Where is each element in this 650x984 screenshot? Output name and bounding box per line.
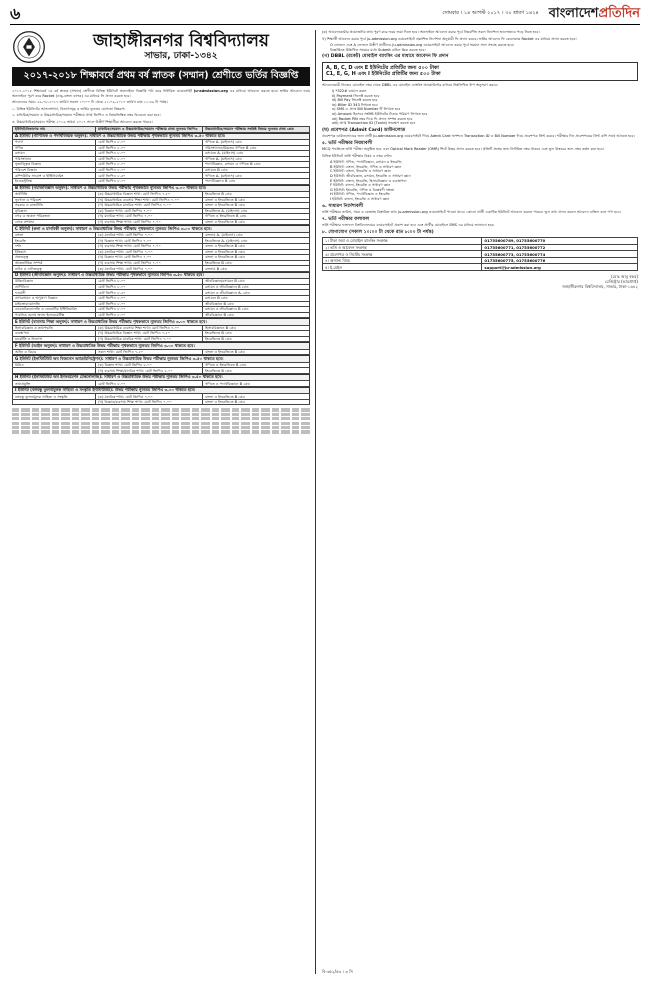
- gpa-cell: (ক) বিজ্ঞান শাখা: মোট জিপিএ ৮.০০: [96, 362, 203, 368]
- contact-heading: ৮. যোগাযোগ (সকাল ১০:০০ টা থেকে রাত ৮:০০ টা পর্যন্ত): [322, 229, 434, 235]
- left-column: [12, 30, 310, 978]
- gpa-cell: মোট জিপিএ ৮.০০: [96, 301, 203, 307]
- grade-cell: গণিতে ও ইংরেজিতে B গ্রেড: [203, 214, 310, 220]
- dept-cell: বায়োটেকনোলজি ও জেনেটিক ইঞ্জিনিয়ারিং: [13, 307, 96, 313]
- grade-cell: বাংলা ও ইংরেজিতে B গ্রেড: [203, 249, 310, 255]
- subjects-heading: বিভিন্ন ইউনিটে ভর্তি পরীক্ষার বিষয় ও নম্বর বণ্টন:: [322, 153, 393, 158]
- dept-cell: পাবলিক হেলথ অ্যান্ড ইনফরমেটিক্স: [13, 312, 96, 318]
- general-heading: ৬. সাধারণ নির্দেশাবলী: [322, 203, 364, 209]
- dept-cell: উদ্ভিদবিজ্ঞান: [13, 279, 96, 285]
- grade-cell: জীববিজ্ঞানে B গ্রেড: [203, 301, 310, 307]
- dept-cell: ইতিহাস: [13, 249, 96, 255]
- paragraph-1: ১. বিভিন্ন ইউনিটের আসনসংখ্যা, বিভাগসমূহ ও ভর্তির ন্যূনতম যোগ্যতা নিম্নরূপ:: [12, 106, 126, 111]
- gpa-cell: মোট জিপিএ ৮.০০: [96, 307, 203, 313]
- intro-paragraph: [12, 89, 310, 98]
- signatory-name: (মোঃ আবু বকর): [611, 274, 638, 280]
- dept-cell: বঙ্গবন্ধু তুলনামূলক সাহিত্য ও সংস্কৃতি: [13, 394, 96, 400]
- dept-cell: পদার্থ: [13, 139, 96, 145]
- dept-cell: তথ্যপ্রযুক্তি: [13, 381, 96, 387]
- dept-cell: পরিবেশ বিজ্ঞান: [13, 167, 96, 173]
- gpa-cell: (গ) ব্যবসায় শিক্ষা শাখা: মোট জিপিএ ৭.০০: [96, 260, 203, 266]
- dept-cell: [13, 399, 96, 405]
- gpa-cell: মোট জিপিএ ৮.০০: [96, 296, 203, 302]
- unit-heading: D ইউনিট (জীববিজ্ঞান অনুষদ): সাধারণ ও উচ্চমাধ্যমিক উভয় পরীক্ষায় পৃথকভাবে ন্যূনতম জিপিএ ৩.৫০ থাকতে হবে।: [12, 272, 310, 278]
- unit-table: [12, 349, 310, 356]
- bullet-list: [322, 43, 638, 52]
- table-row: [13, 381, 310, 387]
- signature-block: [322, 274, 638, 289]
- grade-cell: গণিতে A- (মাইনাস) গ্রেড: [203, 156, 310, 162]
- dept-cell: কম্পিউটার সায়েন্স ও ইঞ্জিনিয়ারিং: [13, 173, 96, 179]
- list-item: v) SMS-এ প্রাপ্ত Bill Number টি লিখতে হবে: [332, 107, 401, 112]
- dept-cell: ইংরেজি: [13, 238, 96, 244]
- dept-cell: আন্তর্জাতিক সম্পর্ক: [13, 260, 96, 266]
- dept-cell: ভূতাত্ত্বিক বিজ্ঞান: [13, 162, 96, 168]
- grade-cell: পদার্থবিজ্ঞানে B গ্রেড: [203, 179, 310, 185]
- notice-title: ২০১৭-২০১৮ শিক্ষাবর্ষে প্রথম বর্ষ স্নাতক (সম্মান) শ্রেণীতে ভর্তির বিজ্ঞপ্তি: [12, 67, 310, 86]
- gpa-cell: (গ) ব্যবসায় শিক্ষা শাখা: মোট জিপিএ ৭.০০: [96, 219, 203, 225]
- contact-value: 01755600775, 01755600776: [482, 257, 638, 264]
- dept-cell: লোক প্রশাসন: [13, 219, 96, 225]
- grade-cell: বাংলা ও ইংরেজিতে B গ্রেড: [203, 349, 310, 355]
- column-divider: [315, 30, 316, 974]
- gpa-cell: (ক) উচ্চমাধ্যমিক বিজ্ঞান শাখা: মোট জিপিএ ৭.৫০: [96, 191, 203, 197]
- list-item: vi) Amount হিসেবে সংশ্লিষ্ট ইউনিটের টাকার পরিমাণ লিখতে হবে: [332, 111, 428, 116]
- grade-cell: গণিতে A- (মাইনাস) গ্রেড: [203, 139, 310, 145]
- grade-cell: গণিতে ও ইংরেজিতে B গ্রেড: [203, 362, 310, 368]
- gpa-cell: মোট জিপিএ ৮.০০: [96, 312, 203, 318]
- page-number: ৬: [10, 3, 21, 23]
- gpa-cell: মোট জিপিএ ৮.০০: [96, 162, 203, 168]
- dept-cell: প্রত্নতত্ত্ব: [13, 255, 96, 261]
- dept-cell: মার্কেটিং ও ফিন্যান্স: [13, 336, 96, 342]
- gpa-cell: সকল শাখা: মোট জিপিএ ৭.৫০: [96, 349, 203, 355]
- gpa-cell: (খ) উচ্চমাধ্যমিক ব্যবসায় শিক্ষা শাখা: মোট জিপিএ ৭.০০: [96, 197, 203, 203]
- gpa-cell: (গ) উচ্চমাধ্যমিক মানবিক শাখা: মোট জিপিএ ৭.০০: [96, 203, 203, 209]
- dept-cell: বিবিএ: [13, 362, 96, 368]
- contacts-table: [322, 237, 638, 271]
- steps-intro: আবেদনকারী নিজের মোবাইল নম্বর থেকে DBBL এর মোবাইল ব্যাংকিং অ্যাকাউন্টের মাধ্যমে নিম্নলিখিত ধাপ অনুসরণ করবে:: [322, 82, 499, 87]
- dept-cell: সরকার ও রাজনীতি: [13, 203, 96, 209]
- grade-cell: গণিতে ও পদার্থবিজ্ঞানে B গ্রেড: [203, 381, 310, 387]
- unit-fee-1: A, B, C, D এবং E ইউনিটের প্রতিটির জন্য ৫০০ টাকা: [326, 64, 439, 71]
- notice-header: [12, 30, 310, 64]
- right-paragraph-2: খ) শিক্ষার্থী আবেদন করার পূর্বে ju-admission.org ওয়েবসাইটে প্রকাশিত নির্দেশনা অনুযায়ী ফি প্রদান করবে। ভর্তির আবেদন ফি কেবলমাত্র Rocket এর মাধ্যমে প্রদান করতে হবে।: [322, 36, 577, 41]
- unit-table: [12, 362, 310, 374]
- contact-label: ২। ভর্তি ও আবেদন সংক্রান্ত: [323, 244, 482, 251]
- gpa-cell: (ক) মানবিক শাখা: মোট জিপিএ ৭.০০: [96, 394, 203, 400]
- contact-label: ৩। প্রবেশপত্র ও সিস্টেম সংক্রান্ত: [323, 251, 482, 258]
- dept-cell: ভূগোল ও পরিবেশ: [13, 197, 96, 203]
- list-item: ii) Payment সিলেক্ট করতে হবে: [332, 93, 380, 98]
- dept-cell: নাটক ও নাট্যতত্ত্ব: [13, 266, 96, 272]
- dept-cell: পরিসংখ্যান: [13, 156, 96, 162]
- gpa-cell: (খ) বিজ্ঞান শাখা: মোট জিপিএ ৭.০০: [96, 255, 203, 261]
- payment-steps-list: [322, 89, 638, 126]
- unit-heading: H ইউনিট (ইনস্টিটিউট অব ইনফরমেশন টেকনোলজি): সাধারণ ও উচ্চমাধ্যমিক উভয় পরীক্ষায় ন্যূনতম জিপিএ ৩.৫০ থাকতে হবে।: [12, 374, 310, 380]
- intro-text: ২০১৭-২০১৮ শিক্ষাবর্ষে ১ম বর্ষ স্নাতক (সম্মান) শ্রেণীতে বিভিন্ন ইউনিটে অনলাইনে বিজ্ঞপ্তি পাঠ করে নির্ধারিত ওয়েবসাইট: [12, 89, 193, 93]
- gpa-cell: (খ) বিজ্ঞান শাখা: মোট জিপিএ ৭.০০: [96, 238, 203, 244]
- remaining-notice-text: [12, 408, 310, 433]
- table-row: [13, 219, 310, 225]
- grade-cell: ইংরেজিতে B গ্রেড: [203, 331, 310, 337]
- intro-text-2: এর মাধ্যমে আবেদন করতে হবে। ভর্তির আবেদন ফরম অনলাইনে পূরণ করে Rocket (ডাচ্‌-বাংলা ব্যাংক) এর মাধ্যমে ফি প্রদান করতে হবে।: [12, 89, 310, 98]
- grade-cell: বাংলা ও ইংরেজিতে B গ্রেড: [203, 244, 310, 250]
- unit-table: [12, 380, 310, 387]
- requirements-table-header: [12, 126, 310, 133]
- grade-cell: বাংলা ও ইংরেজিতে B গ্রেড: [203, 399, 310, 405]
- unit-heading: C ইউনিট (কলা ও মানবিকী অনুষদ): সাধারণ ও উচ্চমাধ্যমিক উভয় পরীক্ষায় পৃথকভাবে ন্যূনতম জিপিএ ৩.০০ থাকতে হবে।: [12, 225, 310, 231]
- gpa-cell: (ক) মানবিক শাখা: মোট জিপিএ ৭.০০: [96, 232, 203, 238]
- gpa-cell: মোট জিপিএ ৮.৫০: [96, 290, 203, 296]
- unit-fee-2: C1, E, G, H এবং I ইউনিটের প্রতিটির জন্য ৫০০ টাকা: [326, 71, 441, 78]
- masthead-date: সোমবার । ১৪ আগস্ট ২০১৭ । ৩০ শ্রাবণ ১৪২৪: [442, 10, 539, 16]
- list-item: • B ইউনিট: বাংলা, ইংরেজি, গণিত ও সাধারণ জ্ঞান: [330, 165, 638, 170]
- dept-cell: অর্থনীতি: [13, 191, 96, 197]
- gpa-cell: (ক) উচ্চমাধ্যমিক ব্যবসায় শিক্ষা শাখা: মোট জিপিএ ৭.০০: [96, 325, 203, 331]
- grade-cell: বাংলা ও ইংরেজিতে B গ্রেড: [203, 255, 310, 261]
- university-logo-icon: [12, 30, 46, 64]
- newspaper-name-part-2: প্রতিদিন: [598, 5, 640, 21]
- dept-cell: ফার্মেসী: [13, 290, 96, 296]
- dept-cell: নৃবিজ্ঞান: [13, 208, 96, 214]
- grade-cell: বাংলা ও ইংরেজিতে B গ্রেড: [203, 394, 310, 400]
- header-gpa: মাধ্যমিক/সমমান ও উচ্চমাধ্যমিক/সমমান পরীক্ষায় প্রাপ্ত ন্যূনতম জিপিএ: [96, 127, 203, 133]
- grade-cell: গণিতে A- (মাইনাস) গ্রেড: [203, 173, 310, 179]
- gpa-cell: মোট জিপিএ ৮.০০: [96, 179, 203, 185]
- signatory-title: রেজিস্ট্রার (ভারপ্রাপ্ত): [604, 279, 638, 285]
- grade-cell: ইংরেজিতে B গ্রেড: [203, 191, 310, 197]
- university-address: সাভার, ঢাকা-১৩৪২: [144, 51, 218, 61]
- list-item: • D ইউনিট: জীববিজ্ঞান, রসায়ন, ইংরেজি ও সাধারণ জ্ঞান: [330, 174, 638, 179]
- table-row: [13, 312, 310, 318]
- dept-cell: মাইক্রোবায়োলজি: [13, 301, 96, 307]
- unit-table: [12, 232, 310, 272]
- gpa-cell: (ক) মানবিক শাখা: মোট জিপিএ ৭.০০: [96, 266, 203, 272]
- result-heading: ৭. ভর্তি পরীক্ষার ফলাফল: [322, 216, 370, 222]
- unit-table: [12, 191, 310, 225]
- gpa-cell: মোট জিপিএ ৮.০০: [96, 381, 203, 387]
- grade-cell: রসায়নে A- (মাইনাস) গ্রেড: [203, 151, 310, 157]
- unit-heading: G ইউনিট (ইনস্টিটিউট অব বিজনেস অ্যাডমিনিস্ট্রেশন): সাধারণ ও উচ্চমাধ্যমিক উভয় পরীক্ষায় ন্যূনতম জিপিএ ৩.৫০ থাকতে হবে।: [12, 355, 310, 361]
- table-row: [323, 251, 638, 258]
- grade-cell: হিসাববিজ্ঞানে B গ্রেড: [203, 325, 310, 331]
- gpa-cell: (ক) মানবিক শাখা: মোট জিপিএ ৭.০০: [96, 249, 203, 255]
- dept-cell: রসায়ন: [13, 151, 96, 157]
- grade-cell: বাংলায় A- (মাইনাস) গ্রেড: [203, 232, 310, 238]
- gpa-cell: (খ) ব্যবসায় শিক্ষা/মানবিক শাখা: মোট জিপিএ ৮.০০: [96, 368, 203, 374]
- grade-cell: পরিসংখ্যানে/উচ্চতর গণিতে B গ্রেড: [203, 145, 310, 151]
- unit-table: [12, 325, 310, 343]
- list-item: • G ইউনিট: ইংরেজি, গণিত ও বিশ্লেষণী দক্ষতা: [330, 188, 638, 193]
- gpa-cell: (খ) উচ্চমাধ্যমিক বিজ্ঞান শাখা: মোট জিপিএ ৭.৫০: [96, 331, 203, 337]
- grade-cell: রসায়ন ও জীববিজ্ঞানে B গ্রেড: [203, 307, 310, 313]
- dept-cell: হিসাববিজ্ঞান ও তথ্যপদ্ধতি: [13, 325, 96, 331]
- grade-cell: জীববিজ্ঞানে B গ্রেড: [203, 312, 310, 318]
- list-item: • A ইউনিট: গণিত, পদার্থবিজ্ঞান, রসায়ন ও ইংরেজি: [330, 160, 638, 165]
- unit-table: [12, 393, 310, 405]
- list-item: • C ইউনিট: বাংলা, ইংরেজি ও সাধারণ জ্ঞান: [330, 169, 638, 174]
- gpa-cell: মোট জিপিএ ৮.০০: [96, 284, 203, 290]
- table-row: [13, 349, 310, 355]
- website-link[interactable]: ju-admission.org: [194, 89, 228, 93]
- gpa-cell: মোট জিপিএ ৮.০০: [96, 151, 203, 157]
- gpa-cell: (গ) উচ্চমাধ্যমিক মানবিক শাখা: মোট জিপিএ ৭.০০: [96, 336, 203, 342]
- list-item: vii) Rocket PIN নম্বর দিয়ে ফি প্রদান সম্পন্ন করতে হবে: [332, 116, 413, 121]
- unit-heading: F ইউনিট (আইন অনুষদ): সাধারণ ও উচ্চমাধ্যমিক উভয় পরীক্ষায় পৃথকভাবে ন্যূনতম জিপিএ ৩.০০ থাকতে হবে।: [12, 342, 310, 348]
- table-row: [323, 244, 638, 251]
- unit-heading: E ইউনিট (ব্যবসায় শিক্ষা অনুষদ): সাধারণ ও উচ্চমাধ্যমিক উভয় পরীক্ষায় পৃথকভাবে ন্যূনতম জিপিএ ৩.০০ থাকতে হবে।: [12, 318, 310, 324]
- gpa-cell: মোট জিপিএ ৮.৫০: [96, 173, 203, 179]
- newspaper-name: [549, 4, 640, 25]
- table-row: [13, 399, 310, 405]
- gpa-cell: মোট জিপিএ ৮.০০: [96, 156, 203, 162]
- contact-value: 01755600769, 01755600770: [482, 238, 638, 245]
- exam-rules-text: MCQ পদ্ধতিতে ভর্তি পরীক্ষা অনুষ্ঠিত হবে এবং Optical Mark Reader (OMR) শিটে উত্তর প্রদান করতে হবে। প্রতিটি প্রশ্নের জন্য নির্ধারিত নম্বর থাকবে এবং ভুল উত্তরের জন্য নম্বর কর্তন করা হবে।: [322, 147, 604, 152]
- list-item: • I ইউনিট: বাংলা, ইংরেজি ও সাধারণ জ্ঞান: [330, 197, 638, 202]
- grade-cell: বাংলা ও ইংরেজিতে B গ্রেড: [203, 219, 310, 225]
- dept-cell: বাংলা: [13, 232, 96, 238]
- result-text: ভর্তি পরীক্ষার ফলাফল বিশ্ববিদ্যালয়ের ওয়েবসাইটে প্রকাশ করা হবে এবং প্রার্থীর মোবাইলে SMS এর মাধ্যমে জানানো হবে।: [322, 223, 495, 228]
- dept-cell: প্রাণিবিদ্যা: [13, 284, 96, 290]
- table-row: [13, 336, 310, 342]
- grade-cell: রসায়ন ও জীববিজ্ঞানে A- গ্রেড: [203, 290, 310, 296]
- right-paragraph-1: (ক) আবেদনকারীর প্রয়োজনীয় তথ্য পূরণ করে ফরম জমা দিতে হবে। অনলাইনে আবেদন করার পূর্বে নিম্নবর্ণিত সকল নির্দেশনা ভালোভাবে পড়ে নিতে হবে।: [322, 30, 540, 34]
- list-item: viii) প্রাপ্ত Transaction ID (TxnId) সংরক্ষণ করতে হবে: [332, 121, 416, 126]
- gpa-cell: মোট জিপিএ ৮.০০: [96, 167, 203, 173]
- unit-table: [12, 278, 310, 318]
- general-text: ভর্তি পরীক্ষার তারিখ, সময় ও কেন্দ্রসহ বিস্তারিত তথ্য ju-admission.org ওয়েবসাইটে পাওয়া যাবে। কোনো প্রার্থী একাধিক ইউনিটে আবেদন করতে পারবে। ভুল তথ্য প্রদান করলে আবেদন বাতিল বলে গণ্য হবে।: [322, 210, 621, 215]
- unit-fee-box: [322, 62, 638, 81]
- unit-heading: I ইউনিট (বঙ্গবন্ধু তুলনামূলক সাহিত্য ও সংস্কৃতি ইনস্টিটিউট): উভয় পরীক্ষায় ন্যূনতম জিপিএ ৩.০০ থাকতে হবে।: [12, 387, 310, 393]
- header-dept: ইউনিট/বিভাগের নাম: [13, 127, 96, 133]
- university-name: জাহাঙ্গীরনগর বিশ্ববিদ্যালয়: [93, 31, 269, 51]
- contact-value: support@ju-admission.org: [482, 264, 638, 271]
- gpa-cell: (গ) ব্যবসায় শিক্ষা শাখা: মোট জিপিএ ৭.০০: [96, 244, 203, 250]
- dept-cell: প্রাণরসায়ন ও অণুপ্রাণ বিজ্ঞান: [13, 296, 96, 302]
- dept-cell: গণিত: [13, 145, 96, 151]
- dept-cell: দর্শন: [13, 244, 96, 250]
- bullet-2: • বিজ্ঞপ্তিতে উল্লিখিত সময়ের মধ্যে Submit বাটনে ক্লিক করতে হবে।: [330, 48, 638, 53]
- contact-label: ৫। ই-মেইল: [323, 264, 482, 271]
- grade-cell: ইংরেজিতে B গ্রেড: [203, 368, 310, 374]
- list-item: • E ইউনিট: বাংলা, ইংরেজি, হিসাববিজ্ঞান ও ব্যবস্থাপনা: [330, 179, 638, 184]
- table-row: [323, 257, 638, 264]
- list-item: iii) Bill Pay সিলেক্ট করতে হবে: [332, 98, 378, 103]
- contact-value: 01755600771, 01755600772: [482, 244, 638, 251]
- newspaper-name-part-1: বাংলাদেশ: [548, 5, 599, 21]
- table-row: [323, 264, 638, 271]
- unit-table: [12, 139, 310, 185]
- admit-card-text: প্রবেশপত্র ডাউনলোডের জন্য প্রার্থী ju-admission.org ওয়েবসাইটে গিয়ে Admit Card অপশনে Transaction ID ও Bill Number দিয়ে প্রবেশপত্র প্রিন্ট করবে। পরীক্ষার দিন প্রবেশপত্রের প্রিন্ট কপি সাথে আনতে হবে।: [322, 134, 635, 139]
- table-row: [13, 368, 310, 374]
- grade-cell: বাংলায় B গ্রেড: [203, 266, 310, 272]
- gpa-cell: (খ) বিজ্ঞান/ব্যবসায় শিক্ষা শাখা: মোট জিপিএ ৭.০০: [96, 399, 203, 405]
- list-item: iv) Biller ID 343 লিখতে হবে: [332, 102, 378, 107]
- grade-cell: ইংরেজিতে A- (মাইনাস) গ্রেড: [203, 208, 310, 214]
- table-row: [323, 238, 638, 245]
- paragraph-2: ২. মাধ্যমিক/সমমান ও উচ্চমাধ্যমিক/সমমান পরীক্ষায় প্রাপ্ত জিপিএ ও বিষয়ভিত্তিক নম্বর বিবেচনা করা হবে।: [12, 113, 161, 117]
- grade-cell: রসায়নে B গ্রেড: [203, 296, 310, 302]
- subjects-list: [322, 160, 638, 201]
- contact-label: ৪। অন্যান্য বিষয়: [323, 257, 482, 264]
- units-container: [12, 133, 310, 406]
- dept-cell: আইন ও বিচার: [13, 349, 96, 355]
- gpa-cell: মোট জিপিএ ৮.০০: [96, 145, 203, 151]
- admit-card-heading: (ঘ) প্রবেশপত্র (Admit Card) ডাউনলোড: [322, 127, 406, 133]
- grade-cell: বাংলা ও ইংরেজিতে B গ্রেড: [203, 203, 310, 209]
- table-row: [13, 266, 310, 272]
- contact-label: ১। টাকা জমা ও মোবাইল ব্যাংকিং সংক্রান্ত: [323, 238, 482, 245]
- gpa-cell: (ক) বিজ্ঞান শাখা: মোট জিপিএ ৭.০০: [96, 208, 203, 214]
- dept-cell: নগর ও অঞ্চল পরিকল্পনা: [13, 214, 96, 220]
- right-column: [322, 30, 638, 978]
- signatory-org: জাহাঙ্গীরনগর বিশ্ববিদ্যালয়, সাভার, ঢাকা-১৩৪২: [562, 284, 638, 290]
- unit-heading: B ইউনিট (সমাজবিজ্ঞান অনুষদ): সাধারণ ও উচ্চমাধ্যমিক উভয় পরীক্ষায় পৃথকভাবে ন্যূনতম জিপিএ ৩.০০ থাকতে হবে।: [12, 185, 310, 191]
- dept-cell: ব্যবস্থাপনা: [13, 331, 96, 337]
- paragraph-3: ৩. উচ্চমাধ্যমিক/সমমান পরীক্ষা ২০১৬ অথবা ২০১৭ সালে উত্তীর্ণ শিক্ষার্থীরা আবেদন করতে পারবে।: [12, 119, 153, 124]
- exam-rules-heading: ৫. ভর্তি পরীক্ষার নিয়মাবলী: [322, 140, 373, 146]
- newspaper-masthead: [10, 4, 640, 25]
- grade-cell: বাংলা ও ইংরেজিতে B গ্রেড: [203, 197, 310, 203]
- table-row: [13, 179, 310, 185]
- unit-heading: A ইউনিট (গাণিতিক ও পদার্থবিষয়ক অনুষদ): সাধারণ ও উচ্চমাধ্যমিক উভয় পরীক্ষায় পৃথকভাবে ন্যূনতম জিপিএ ৩.৫০ থাকতে হবে।: [12, 133, 310, 139]
- ad-code: বি-৩৫২/৫৩ । ৩ সি: [322, 969, 353, 974]
- grade-cell: ইংরেজিতে B গ্রেড: [203, 336, 310, 342]
- grade-cell: জীববিজ্ঞান/রসায়নে B গ্রেড: [203, 279, 310, 285]
- list-item: i) *322# ডায়াল করুন: [332, 89, 367, 93]
- list-item: • F ইউনিট: বাংলা, ইংরেজি ও সাধারণ জ্ঞান: [330, 183, 638, 188]
- contact-value: 01755600773, 01755600774: [482, 251, 638, 258]
- dept-cell: ইলেকট্রনিক্স: [13, 179, 96, 185]
- list-item: • H ইউনিট: গণিত, পদার্থবিজ্ঞান ও ইংরেজি: [330, 192, 638, 197]
- gpa-cell: (খ) মানবিক শাখা: মোট জিপিএ ৭.০০: [96, 214, 203, 220]
- grade-cell: রসায়ন ও জীববিজ্ঞানে B গ্রেড: [203, 284, 310, 290]
- gpa-cell: মোট জিপিএ ৮.০০: [96, 279, 203, 285]
- gpa-cell: মোট জিপিএ ৮.০০: [96, 139, 203, 145]
- application-dates: আবেদনের সময়: ২৯-০৮-২০১৭ তারিখ সকাল ১০:০০ টা থেকে ২১-০৯-২০১৭ তারিখ রাত ১১:৫৯ টা পর্যন্ত।: [12, 100, 168, 104]
- bullet-1: • O লেভেল এবং A লেভেল উত্তীর্ণ প্রার্থীদের ju-admission.org ওয়েবসাইটে আবেদন করার পূর্বে সমমান সনদ সংগ্রহ করতে হবে।: [330, 43, 638, 48]
- dbbl-heading: (গ) DBBL (রকেট) মোবাইল ব্যাংকিং এর মাধ্যমে আবেদন ফি প্রদান: [322, 54, 449, 60]
- grade-cell: পদার্থবিজ্ঞান, রসায়ন ও গণিতে B গ্রেড: [203, 162, 310, 168]
- grade-cell: ইংরেজিতে B গ্রেড: [203, 260, 310, 266]
- header-grade: উচ্চমাধ্যমিক/সমমান পরীক্ষায় সংশ্লিষ্ট বিষয়ে ন্যূনতম প্রাপ্ত গ্রেড: [203, 127, 310, 133]
- dept-cell: [13, 368, 96, 374]
- grade-cell: রসায়নে B গ্রেড: [203, 167, 310, 173]
- grade-cell: ইংরেজিতে A- (মাইনাস) গ্রেড: [203, 238, 310, 244]
